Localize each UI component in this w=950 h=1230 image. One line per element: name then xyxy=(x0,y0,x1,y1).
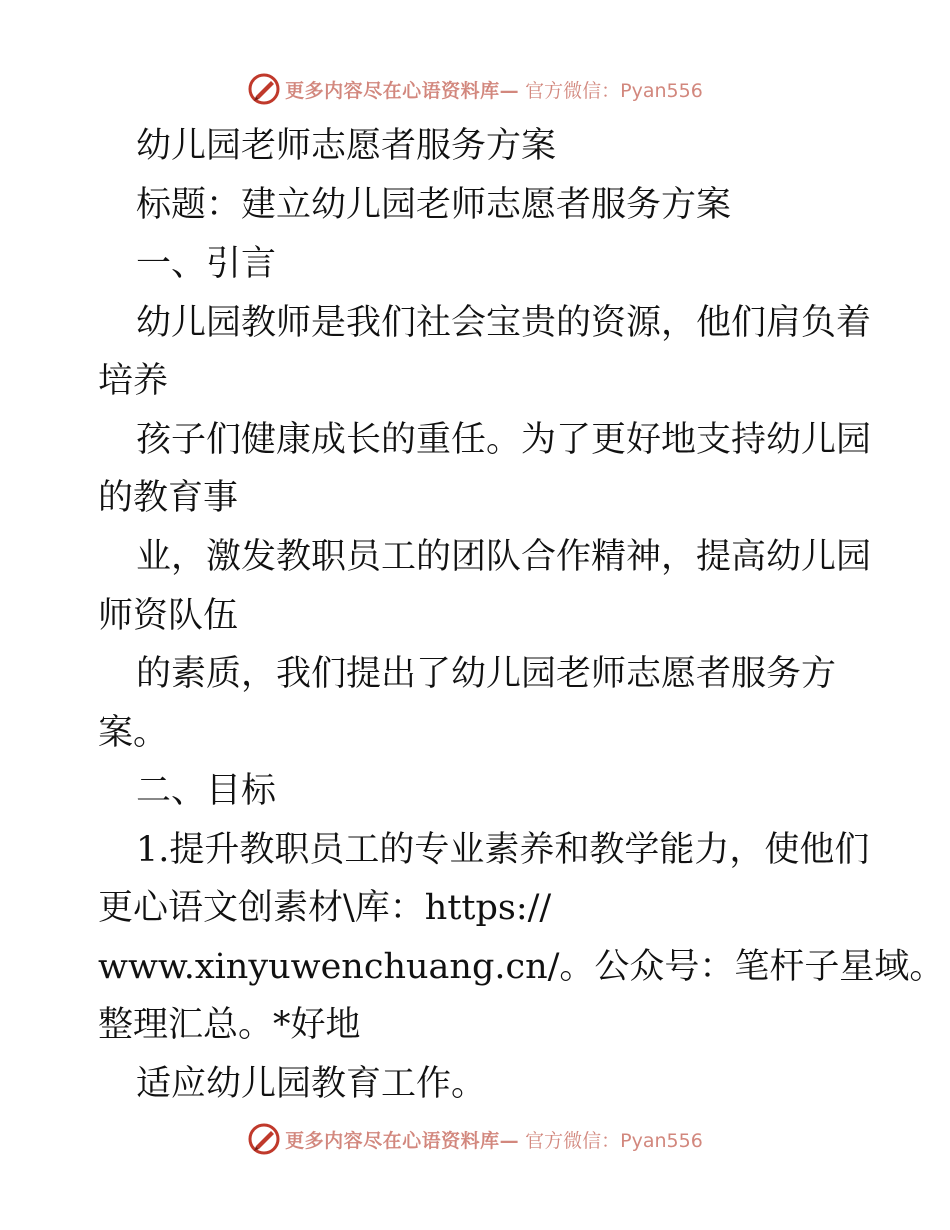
paragraph-line: 的素质，我们提出了幼儿园老师志愿者服务方 xyxy=(136,654,837,694)
footer-banner xyxy=(0,1122,950,1156)
paragraph-line: 的教育事 xyxy=(98,478,239,518)
paragraph-line: 整理汇总。*好地 xyxy=(98,1005,361,1045)
paragraph-line: 培养 xyxy=(98,361,169,401)
list-item: 1.提升教职员工的专业素养和教学能力，使他们 xyxy=(136,830,870,870)
paragraph-line: 师资队伍 xyxy=(98,596,239,636)
paragraph-line: 案。 xyxy=(98,713,169,753)
paragraph-line: www.xinyuwenchuang.cn/。公众号：笔杆子星域。 xyxy=(98,947,945,987)
doc-title: 幼儿园老师志愿者服务方案 xyxy=(136,126,557,166)
pen-logo-icon xyxy=(247,72,281,106)
header-banner xyxy=(0,72,950,106)
doc-subtitle: 标题：建立幼儿园老师志愿者服务方案 xyxy=(136,185,732,225)
paragraph-line: 孩子们健康成长的重任。为了更好地支持幼儿园 xyxy=(136,420,872,460)
paragraph-line: 更心语文创素材\库：https:// xyxy=(98,888,552,928)
banner-text: 更多内容尽在心语资料库— xyxy=(285,1129,520,1152)
banner-text: 更多内容尽在心语资料库— xyxy=(285,79,520,102)
paragraph-line: 幼儿园教师是我们社会宝贵的资源，他们肩负着 xyxy=(136,303,872,343)
banner-wechat: 官方微信：Pyan556 xyxy=(525,1129,703,1152)
section-heading-goals: 二、目标 xyxy=(136,771,277,811)
paragraph-line: 业，激发教职员工的团队合作精神，提高幼儿园 xyxy=(136,537,872,577)
paragraph-line: 适应幼儿园教育工作。 xyxy=(136,1064,487,1104)
pen-logo-icon xyxy=(247,1122,281,1156)
banner-wechat: 官方微信：Pyan556 xyxy=(525,79,703,102)
section-heading-intro: 一、引言 xyxy=(136,244,277,284)
